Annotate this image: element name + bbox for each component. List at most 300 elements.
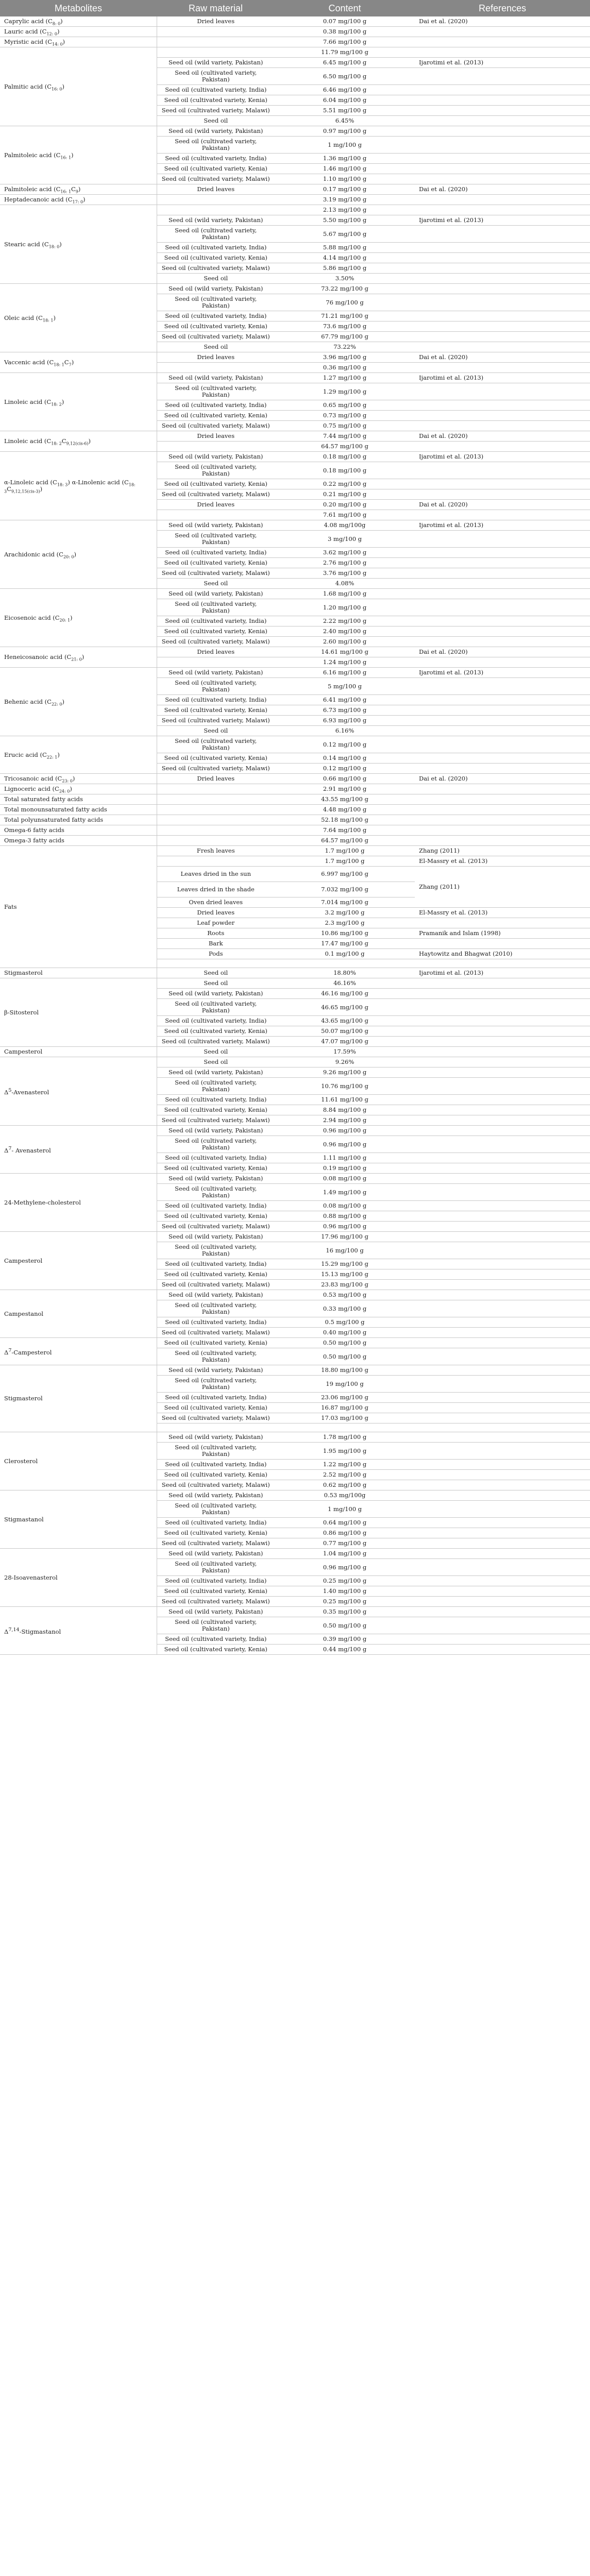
metabolite-cell: Vaccenic acid $(C_{18: 1}C_7)$ — [0, 352, 157, 373]
raw-material-cell: Seed oil — [157, 116, 275, 126]
reference-cell: Dai et al. (2020) — [415, 774, 590, 784]
reference-cell — [415, 1026, 590, 1037]
raw-material-cell: Seed oil (cultivated variety, Malawi) — [157, 332, 275, 342]
reference-cell — [415, 1328, 590, 1338]
raw-material-cell — [157, 510, 275, 520]
reference-cell — [415, 195, 590, 205]
raw-material-cell: Seed oil (cultivated variety, Pakistan) — [157, 1617, 275, 1634]
reference-cell — [415, 332, 590, 342]
table-row — [0, 452, 590, 462]
raw-material-cell: Seed oil (cultivated variety, Malawi) — [157, 1115, 275, 1126]
reference-cell — [415, 1078, 590, 1095]
raw-material-cell: Roots — [157, 928, 275, 939]
raw-material-cell — [157, 47, 275, 58]
reference-cell — [415, 116, 590, 126]
table-row — [0, 1126, 590, 1136]
content-cell: 0.21 mg/100 g — [275, 489, 415, 500]
reference-cell — [415, 1393, 590, 1403]
raw-material-cell: Seed oil (cultivated variety, Pakistan) — [157, 1443, 275, 1460]
reference-cell — [415, 137, 590, 154]
table-row — [0, 126, 590, 137]
raw-material-cell — [157, 805, 275, 815]
content-cell: 2.52 mg/100 g — [275, 1470, 415, 1480]
content-cell: 18.80 mg/100 g — [275, 1365, 415, 1376]
raw-material-cell: Seed oil (wild variety, Pakistan) — [157, 58, 275, 68]
content-cell: 7.61 mg/100 g — [275, 510, 415, 520]
reference-cell — [415, 47, 590, 58]
table-row — [0, 284, 590, 294]
content-cell: 0.08 mg/100 g — [275, 1174, 415, 1184]
raw-material-cell — [157, 856, 275, 867]
raw-material-cell — [157, 836, 275, 846]
reference-cell: El-Massry et al. (2013) — [415, 856, 590, 867]
raw-material-cell — [157, 442, 275, 452]
table-row — [0, 836, 590, 846]
raw-material-cell: Seed oil (wild variety, Pakistan) — [157, 1232, 275, 1242]
metabolite-cell: $\Delta^7$-Campesterol — [0, 1338, 157, 1365]
raw-material-cell: Seed oil (cultivated variety, Malawi) — [157, 1538, 275, 1549]
reference-cell: Dai et al. (2020) — [415, 352, 590, 363]
content-cell: 5.86 mg/100 g — [275, 263, 415, 274]
raw-material-cell: Seed oil (cultivated variety, Kenia) — [157, 1528, 275, 1538]
raw-material-cell: Seed oil (cultivated variety, Malawi) — [157, 1597, 275, 1607]
raw-material-cell: Seed oil (cultivated variety, Kenia) — [157, 1105, 275, 1115]
reference-cell — [415, 825, 590, 836]
content-cell: 6.04 mg/100 g — [275, 95, 415, 106]
content-cell: 4.48 mg/100 g — [275, 805, 415, 815]
content-cell: 3.62 mg/100 g — [275, 548, 415, 558]
reference-cell — [415, 784, 590, 794]
reference-cell: Ijarotimi et al. (2013) — [415, 215, 590, 226]
reference-cell — [415, 1538, 590, 1549]
content-cell: 6.46 mg/100 g — [275, 85, 415, 95]
content-cell: 8.84 mg/100 g — [275, 1105, 415, 1115]
raw-material-cell: Seed oil (cultivated variety, Malawi) — [157, 1280, 275, 1290]
reference-cell — [415, 1460, 590, 1470]
table-row — [0, 352, 590, 363]
content-cell: 2.3 mg/100 g — [275, 918, 415, 928]
content-cell: 0.53 mg/100 g — [275, 1290, 415, 1300]
table-row — [0, 520, 590, 531]
reference-cell — [415, 174, 590, 184]
content-cell: 1.46 mg/100 g — [275, 164, 415, 174]
content-cell: 2.60 mg/100 g — [275, 637, 415, 647]
raw-material-cell: Seed oil (wild variety, Pakistan) — [157, 1174, 275, 1184]
reference-cell — [415, 1470, 590, 1480]
content-cell: 3.76 mg/100 g — [275, 568, 415, 579]
content-cell: 0.36 mg/100 g — [275, 363, 415, 373]
raw-material-cell: Seed oil (cultivated variety, Pakistan) — [157, 999, 275, 1016]
reference-cell — [415, 989, 590, 999]
reference-cell — [415, 442, 590, 452]
metabolite-cell: Palmitoleic acid $(C_{16: 1})$ — [0, 126, 157, 184]
metabolite-cell: Campestanol — [0, 1290, 157, 1338]
reference-cell — [415, 1549, 590, 1559]
content-cell: 3.96 mg/100 g — [275, 352, 415, 363]
raw-material-cell: Seed oil (wild variety, Pakistan) — [157, 1432, 275, 1443]
raw-material-cell: Seed oil (cultivated variety, India) — [157, 1259, 275, 1269]
content-cell — [275, 1423, 415, 1432]
reference-cell — [415, 637, 590, 647]
raw-material-cell — [157, 195, 275, 205]
reference-cell — [415, 1115, 590, 1126]
metabolite-cell: Linoleic acid $(C_{18: 2})$ — [0, 373, 157, 431]
raw-material-cell: Seed oil (cultivated variety, Malawi) — [157, 1328, 275, 1338]
metabolite-cell: Omega-6 fatty acids — [0, 825, 157, 836]
content-cell: 1.95 mg/100 g — [275, 1443, 415, 1460]
content-cell: 2.13 mg/100 g — [275, 205, 415, 215]
raw-material-cell: Seed oil (cultivated variety, Malawi) — [157, 568, 275, 579]
reference-cell — [415, 1184, 590, 1201]
content-cell: 67.79 mg/100 g — [275, 332, 415, 342]
raw-material-cell: Seed oil (wild variety, Pakistan) — [157, 284, 275, 294]
reference-cell — [415, 531, 590, 548]
raw-material-cell: Leaves dried in the shade — [157, 882, 275, 897]
raw-material-cell: Seed oil (cultivated variety, Pakistan) — [157, 294, 275, 311]
metabolite-cell: 24-Methylene-cholesterol — [0, 1174, 157, 1232]
raw-material-cell: Seed oil (cultivated variety, Pakistan) — [157, 226, 275, 243]
table-row — [0, 1338, 590, 1348]
reference-cell — [415, 736, 590, 753]
raw-material-cell: Seed oil (cultivated variety, Kenia) — [157, 1338, 275, 1348]
reference-cell — [415, 1290, 590, 1300]
raw-material-cell: Seed oil (cultivated variety, Malawi) — [157, 1413, 275, 1423]
reference-cell — [415, 1242, 590, 1259]
raw-material-cell: Seed oil (cultivated variety, Pakistan) — [157, 137, 275, 154]
reference-cell — [415, 1376, 590, 1393]
reference-cell — [415, 37, 590, 47]
content-cell: 5 mg/100 g — [275, 678, 415, 695]
table-row — [0, 373, 590, 383]
reference-cell — [415, 1016, 590, 1026]
content-cell: 0.18 mg/100 g — [275, 462, 415, 479]
reference-cell — [415, 1300, 590, 1317]
raw-material-cell: Dried leaves — [157, 16, 275, 27]
content-cell: 0.20 mg/100 g — [275, 500, 415, 510]
table-row — [0, 794, 590, 805]
table-row — [0, 978, 590, 989]
content-cell: 2.94 mg/100 g — [275, 1115, 415, 1126]
content-cell: 0.96 mg/100 g — [275, 1136, 415, 1153]
metabolite-cell: Caprylic acid $(C_{8: 0})$ — [0, 16, 157, 27]
metabolite-cell: $\Delta^5$-Avenasterol — [0, 1057, 157, 1126]
content-cell: 73.22% — [275, 342, 415, 352]
content-cell: 0.75 mg/100 g — [275, 421, 415, 431]
reference-cell — [415, 1413, 590, 1423]
table-row — [0, 1490, 590, 1501]
table-row — [0, 825, 590, 836]
raw-material-cell: Seed oil (cultivated variety, Pakistan) — [157, 531, 275, 548]
content-cell: 0.40 mg/100 g — [275, 1328, 415, 1338]
reference-cell — [415, 1174, 590, 1184]
raw-material-cell: Seed oil (cultivated variety, Malawi) — [157, 174, 275, 184]
content-cell: 1.36 mg/100 g — [275, 154, 415, 164]
raw-material-cell: Seed oil (cultivated variety, India) — [157, 1201, 275, 1211]
reference-cell — [415, 1617, 590, 1634]
raw-material-cell: Seed oil (wild variety, Pakistan) — [157, 989, 275, 999]
table-row — [0, 195, 590, 205]
raw-material-cell: Seed oil (wild variety, Pakistan) — [157, 1126, 275, 1136]
raw-material-cell: Seed oil (cultivated variety, Kenia) — [157, 1586, 275, 1597]
content-cell: 46.16 mg/100 g — [275, 989, 415, 999]
content-cell: 6.997 mg/100 g — [275, 867, 415, 882]
reference-cell: Ijarotimi et al. (2013) — [415, 58, 590, 68]
raw-material-cell: Seed oil (cultivated variety, Kenia) — [157, 253, 275, 263]
content-cell: 3 mg/100 g — [275, 531, 415, 548]
content-cell: 6.16 mg/100 g — [275, 668, 415, 678]
content-cell: 0.17 mg/100 g — [275, 184, 415, 195]
raw-material-cell — [157, 825, 275, 836]
table-row — [0, 589, 590, 599]
reference-cell — [415, 383, 590, 400]
reference-cell — [415, 1490, 590, 1501]
reference-cell — [415, 1201, 590, 1211]
content-cell: 1.27 mg/100 g — [275, 373, 415, 383]
reference-cell — [415, 753, 590, 764]
raw-material-cell — [157, 815, 275, 825]
raw-material-cell: Seed oil (wild variety, Pakistan) — [157, 1365, 275, 1376]
raw-material-cell: Seed oil (cultivated variety, Kenia) — [157, 321, 275, 332]
reference-cell — [415, 1211, 590, 1222]
content-cell: 4.08% — [275, 579, 415, 589]
content-cell: 0.86 mg/100 g — [275, 1528, 415, 1538]
content-cell: 1.29 mg/100 g — [275, 383, 415, 400]
table-row — [0, 774, 590, 784]
reference-cell: El-Massry et al. (2013) — [415, 908, 590, 918]
content-cell: 0.50 mg/100 g — [275, 1348, 415, 1365]
raw-material-cell: Seed oil (cultivated variety, India) — [157, 695, 275, 705]
content-cell: 17.96 mg/100 g — [275, 1232, 415, 1242]
reference-cell — [415, 1259, 590, 1269]
reference-cell — [415, 695, 590, 705]
raw-material-cell: Dried leaves — [157, 500, 275, 510]
table-row — [0, 1174, 590, 1184]
reference-cell — [415, 1423, 590, 1432]
content-cell: 0.35 mg/100 g — [275, 1607, 415, 1617]
raw-material-cell: Seed oil (cultivated variety, Pakistan) — [157, 383, 275, 400]
content-cell: 1.20 mg/100 g — [275, 599, 415, 616]
reference-cell — [415, 815, 590, 825]
content-cell: 2.22 mg/100 g — [275, 616, 415, 626]
reference-cell — [415, 462, 590, 479]
reference-cell — [415, 589, 590, 599]
reference-cell — [415, 1105, 590, 1115]
raw-material-cell: Seed oil (wild variety, Pakistan) — [157, 1549, 275, 1559]
content-cell: 46.16% — [275, 978, 415, 989]
reference-cell — [415, 1597, 590, 1607]
raw-material-cell: Seed oil (cultivated variety, Pakistan) — [157, 1184, 275, 1201]
metabolite-cell: Arachidonic acid $(C_{20: 0})$ — [0, 520, 157, 589]
table-row — [0, 27, 590, 37]
raw-material-cell: Seed oil (wild variety, Pakistan) — [157, 1067, 275, 1078]
table-row — [0, 1047, 590, 1057]
raw-material-cell: Dried leaves — [157, 908, 275, 918]
metabolite-cell: Behenic acid $(C_{22: 0})$ — [0, 668, 157, 736]
metabolite-cell: Linoleic acid $(C_{18: 2}C_{9,12(cis-6)})$ — [0, 431, 157, 452]
reference-cell — [415, 1403, 590, 1413]
metabolite-cell: $\Delta^7-$ Avenasterol — [0, 1126, 157, 1174]
reference-cell — [415, 1037, 590, 1047]
content-cell: 0.39 mg/100 g — [275, 1634, 415, 1645]
reference-cell — [415, 1317, 590, 1328]
content-cell: 6.73 mg/100 g — [275, 705, 415, 716]
content-cell: 0.97 mg/100 g — [275, 126, 415, 137]
content-cell: 1.40 mg/100 g — [275, 1586, 415, 1597]
raw-material-cell: Fresh leaves — [157, 846, 275, 856]
content-cell: 17.47 mg/100 g — [275, 939, 415, 949]
metabolite-cell: Eicosenoic acid $(C_{20: 1})$ — [0, 589, 157, 647]
content-cell: 7.66 mg/100 g — [275, 37, 415, 47]
raw-material-cell: Seed oil (wild variety, Pakistan) — [157, 1490, 275, 1501]
raw-material-cell: Leaf powder — [157, 918, 275, 928]
content-cell: 6.45% — [275, 116, 415, 126]
content-cell: 6.16% — [275, 726, 415, 736]
reference-cell — [415, 1365, 590, 1376]
table-row — [0, 1057, 590, 1067]
content-cell: 1 mg/100 g — [275, 1501, 415, 1518]
reference-cell — [415, 1634, 590, 1645]
content-cell: 46.65 mg/100 g — [275, 999, 415, 1016]
raw-material-cell: Seed oil (cultivated variety, Pakistan) — [157, 1136, 275, 1153]
reference-cell — [415, 154, 590, 164]
raw-material-cell: Seed oil (cultivated variety, Pakistan) — [157, 1348, 275, 1365]
reference-cell — [415, 489, 590, 500]
content-cell: 0.19 mg/100 g — [275, 1163, 415, 1174]
raw-material-cell: Seed oil (cultivated variety, Kenia) — [157, 164, 275, 174]
content-cell: 43.55 mg/100 g — [275, 794, 415, 805]
raw-material-cell: Seed oil (cultivated variety, India) — [157, 616, 275, 626]
reference-cell — [415, 342, 590, 352]
reference-cell: Dai et al. (2020) — [415, 16, 590, 27]
reference-cell — [415, 1480, 590, 1490]
metabolite-cell: Fats — [0, 846, 157, 968]
content-cell: 0.77 mg/100 g — [275, 1538, 415, 1549]
raw-material-cell: Seed oil (cultivated variety, Malawi) — [157, 489, 275, 500]
table-row — [0, 805, 590, 815]
reference-cell — [415, 1528, 590, 1538]
content-cell: 14.61 mg/100 g — [275, 647, 415, 657]
content-cell: 9.26% — [275, 1057, 415, 1067]
reference-cell — [415, 363, 590, 373]
reference-cell — [415, 1576, 590, 1586]
reference-cell — [415, 726, 590, 736]
content-cell: 7.64 mg/100 g — [275, 825, 415, 836]
metabolite-cell: Stigmasterol — [0, 968, 157, 978]
raw-material-cell: Leaves dried in the sun — [157, 867, 275, 882]
content-cell: 0.1 mg/100 g — [275, 949, 415, 959]
metabolite-cell: Tricosanoic acid $(C_{23: 0})$ — [0, 774, 157, 784]
content-cell: 0.53 mg/100g — [275, 1490, 415, 1501]
raw-material-cell: Seed oil — [157, 978, 275, 989]
raw-material-cell — [157, 27, 275, 37]
metabolite-cell: Campesterol — [0, 1232, 157, 1290]
content-cell: 7.014 mg/100 g — [275, 897, 415, 908]
content-cell: 1.10 mg/100 g — [275, 174, 415, 184]
content-cell: 4.14 mg/100 g — [275, 253, 415, 263]
content-cell: 1.68 mg/100 g — [275, 589, 415, 599]
reference-cell — [415, 164, 590, 174]
raw-material-cell: Seed oil (cultivated variety, Kenia) — [157, 558, 275, 568]
content-cell: 2.76 mg/100 g — [275, 558, 415, 568]
content-cell: 64.57 mg/100 g — [275, 442, 415, 452]
raw-material-cell: Seed oil (cultivated variety, Pakistan) — [157, 736, 275, 753]
content-cell: 0.50 mg/100 g — [275, 1617, 415, 1634]
reference-cell: Dai et al. (2020) — [415, 500, 590, 510]
reference-cell — [415, 1153, 590, 1163]
raw-material-cell: Seed oil — [157, 726, 275, 736]
raw-material-cell: Oven dried leaves — [157, 897, 275, 908]
reference-cell — [415, 284, 590, 294]
table-body — [0, 16, 590, 1655]
reference-cell — [415, 558, 590, 568]
raw-material-cell: Seed oil (cultivated variety, India) — [157, 1016, 275, 1026]
raw-material-cell: Seed oil (cultivated variety, India) — [157, 1518, 275, 1528]
raw-material-cell — [157, 959, 275, 968]
table-row — [0, 1607, 590, 1617]
reference-cell — [415, 243, 590, 253]
content-cell: 0.44 mg/100 g — [275, 1645, 415, 1655]
content-cell: 17.03 mg/100 g — [275, 1413, 415, 1423]
raw-material-cell: Dried leaves — [157, 352, 275, 363]
raw-material-cell: Seed oil (wild variety, Pakistan) — [157, 215, 275, 226]
content-cell: 0.5 mg/100 g — [275, 1317, 415, 1328]
metabolite-cell: Lauric acid $(C_{12: 0})$ — [0, 27, 157, 37]
raw-material-cell: Seed oil — [157, 968, 275, 978]
raw-material-cell — [157, 363, 275, 373]
raw-material-cell: Seed oil (cultivated variety, India) — [157, 1393, 275, 1403]
table-row — [0, 968, 590, 978]
content-cell: 6.45 mg/100 g — [275, 58, 415, 68]
reference-cell: Ijarotimi et al. (2013) — [415, 373, 590, 383]
content-cell: 7.032 mg/100 g — [275, 882, 415, 897]
content-cell: 9.26 mg/100 g — [275, 1067, 415, 1078]
reference-cell — [415, 999, 590, 1016]
metabolite-cell: Heneicosanoic acid $(C_{21: 0})$ — [0, 647, 157, 668]
reference-cell — [415, 918, 590, 928]
raw-material-cell: Seed oil (cultivated variety, Kenia) — [157, 1403, 275, 1413]
reference-cell: Ijarotimi et al. (2013) — [415, 520, 590, 531]
content-cell: 0.96 mg/100 g — [275, 1126, 415, 1136]
reference-cell — [415, 1432, 590, 1443]
content-cell: 1.49 mg/100 g — [275, 1184, 415, 1201]
raw-material-cell: Seed oil (cultivated variety, Malawi) — [157, 764, 275, 774]
reference-cell — [415, 805, 590, 815]
reference-cell: Pramanik and Islam (1998) — [415, 928, 590, 939]
raw-material-cell: Seed oil (cultivated variety, Kenia) — [157, 1163, 275, 1174]
metabolite-cell: β-Sitosterol — [0, 978, 157, 1047]
raw-material-cell: Seed oil (cultivated variety, Kenia) — [157, 411, 275, 421]
raw-material-cell: Seed oil (cultivated variety, Kenia) — [157, 1645, 275, 1655]
raw-material-cell: Seed oil (cultivated variety, Malawi) — [157, 421, 275, 431]
raw-material-cell: Seed oil (cultivated variety, India) — [157, 1153, 275, 1163]
metabolite-cell: Δ$^{7,14}$-Stigmastanol — [0, 1607, 157, 1655]
raw-material-cell: Seed oil (cultivated variety, Pakistan) — [157, 1559, 275, 1576]
metabolite-cell: Clerosterol — [0, 1432, 157, 1490]
reference-cell — [415, 626, 590, 637]
reference-cell — [415, 510, 590, 520]
reference-cell: Zhang (2011) — [415, 846, 590, 856]
content-cell: 3.50% — [275, 274, 415, 284]
content-cell: 52.18 mg/100 g — [275, 815, 415, 825]
content-cell: 2.40 mg/100 g — [275, 626, 415, 637]
content-cell: 0.12 mg/100 g — [275, 764, 415, 774]
content-cell: 1.78 mg/100 g — [275, 1432, 415, 1443]
content-cell: 0.22 mg/100 g — [275, 479, 415, 489]
content-cell: 73.22 mg/100 g — [275, 284, 415, 294]
reference-cell — [415, 95, 590, 106]
raw-material-cell: Dried leaves — [157, 774, 275, 784]
content-cell: 19 mg/100 g — [275, 1376, 415, 1393]
